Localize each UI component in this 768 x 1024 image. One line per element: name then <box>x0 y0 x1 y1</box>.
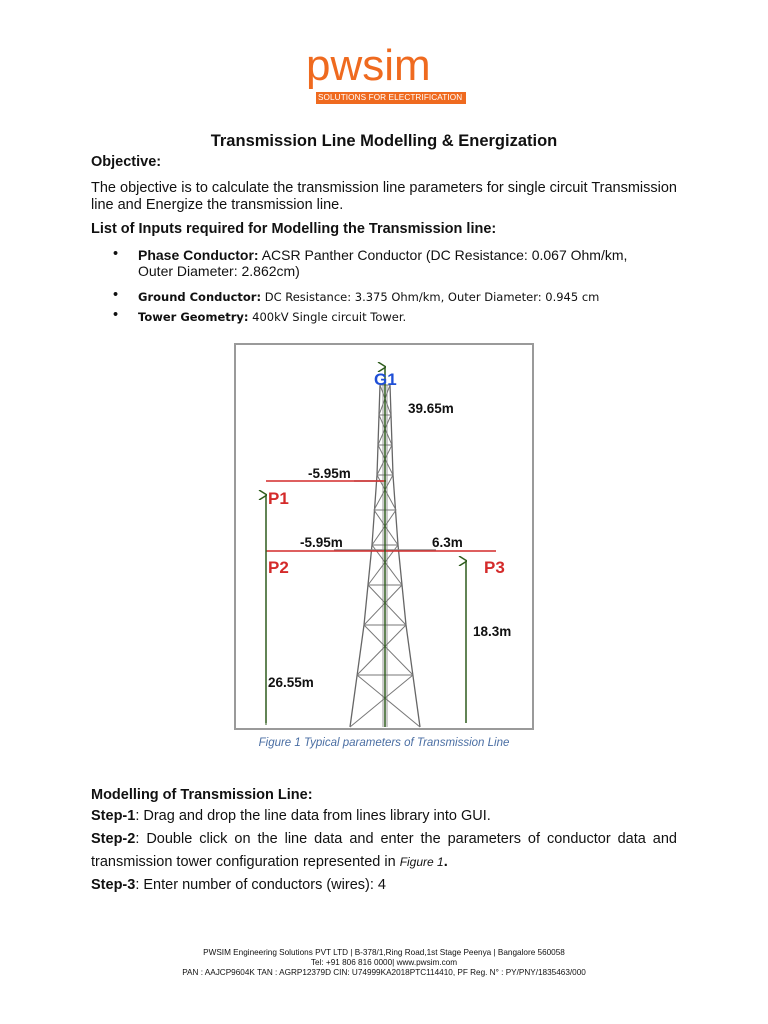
tower-diagram <box>236 345 532 728</box>
objective-text: The objective is to calculate the transmission line parameters for single circuit Transmission line and Energize the transmission line. <box>91 180 677 213</box>
list-item-label: Phase Conductor: <box>138 247 259 263</box>
p3-offset-label: 6.3m <box>432 535 463 550</box>
bullet-dot: • <box>113 287 119 303</box>
step-2 <box>91 828 677 874</box>
step-text: : Drag and drop the line data from lines library into GUI. <box>135 808 491 824</box>
list-item-ground-conductor <box>138 289 599 305</box>
list-item-tower-geometry <box>138 309 406 325</box>
list-item-label: Tower Geometry: <box>138 310 249 324</box>
step-1 <box>91 805 677 828</box>
list-item-text: ACSR Panther Conductor (DC Resistance: 0.067 Ohm/km, <box>261 247 628 263</box>
p2-offset-label: -5.95m <box>300 535 343 550</box>
step-label: Step-2 <box>91 831 136 847</box>
page-footer <box>0 948 768 978</box>
objective-heading: Objective: <box>91 154 162 170</box>
page-title: Transmission Line Modelling & Energization <box>210 132 558 150</box>
list-item-text: 400kV Single circuit Tower. <box>252 310 407 324</box>
step-text: : Double click on the line data and enter the parameters of conductor data and transmission tower configuration represented in <box>91 831 677 870</box>
g1-label: G1 <box>374 370 397 389</box>
list-item-label: Ground Conductor: <box>138 290 262 304</box>
p3-label: P3 <box>484 558 505 577</box>
figure-reference: Figure 1 <box>399 855 444 869</box>
logo-wordmark: pwsim <box>306 41 431 90</box>
footer-address: PWSIM Engineering Solutions PVT LTD | B-378/1,Ring Road,1st Stage Peenya | Bangalore 560058 <box>203 948 565 957</box>
company-logo <box>306 41 464 106</box>
inputs-heading: List of Inputs required for Modelling the Transmission line: <box>91 221 497 237</box>
p1-label: P1 <box>268 489 289 508</box>
modelling-heading: Modelling of Transmission Line: <box>91 787 313 803</box>
step-label: Step-3 <box>91 877 136 893</box>
step-label: Step-1 <box>91 808 136 824</box>
step-text-end: . <box>443 854 448 870</box>
bullet-dot: • <box>113 307 119 323</box>
footer-registration: PAN : AAJCP9604K TAN : AGRP12379D CIN: U74999KA2018PTC114410, PF Reg. N° : PY/PNY/1835463/000 <box>182 968 586 977</box>
list-item-text: DC Resistance: 3.375 Ohm/km, Outer Diameter: 0.945 cm <box>264 290 600 304</box>
step-text: : Enter number of conductors (wires): 4 <box>135 877 386 893</box>
step-3 <box>91 874 677 897</box>
footer-contact: Tel: +91 806 816 0000| www.pwsim.com <box>310 958 458 967</box>
p3-height-label: 18.3m <box>473 624 512 639</box>
figure-caption: Figure 1 Typical parameters of Transmission Line <box>258 737 510 749</box>
p1-offset-label: -5.95m <box>308 466 351 481</box>
tower-figure <box>234 343 534 730</box>
bullet-dot: • <box>113 246 119 262</box>
list-item-phase-conductor <box>138 247 627 279</box>
g1-distance-label: 39.65m <box>408 401 454 416</box>
p2-label: P2 <box>268 558 289 577</box>
p1-height-label: 26.55m <box>268 675 314 690</box>
list-item-text-continued: Outer Diameter: 2.862cm) <box>138 263 300 279</box>
logo-tagline: SOLUTIONS FOR ELECTRIFICATION <box>318 93 463 102</box>
